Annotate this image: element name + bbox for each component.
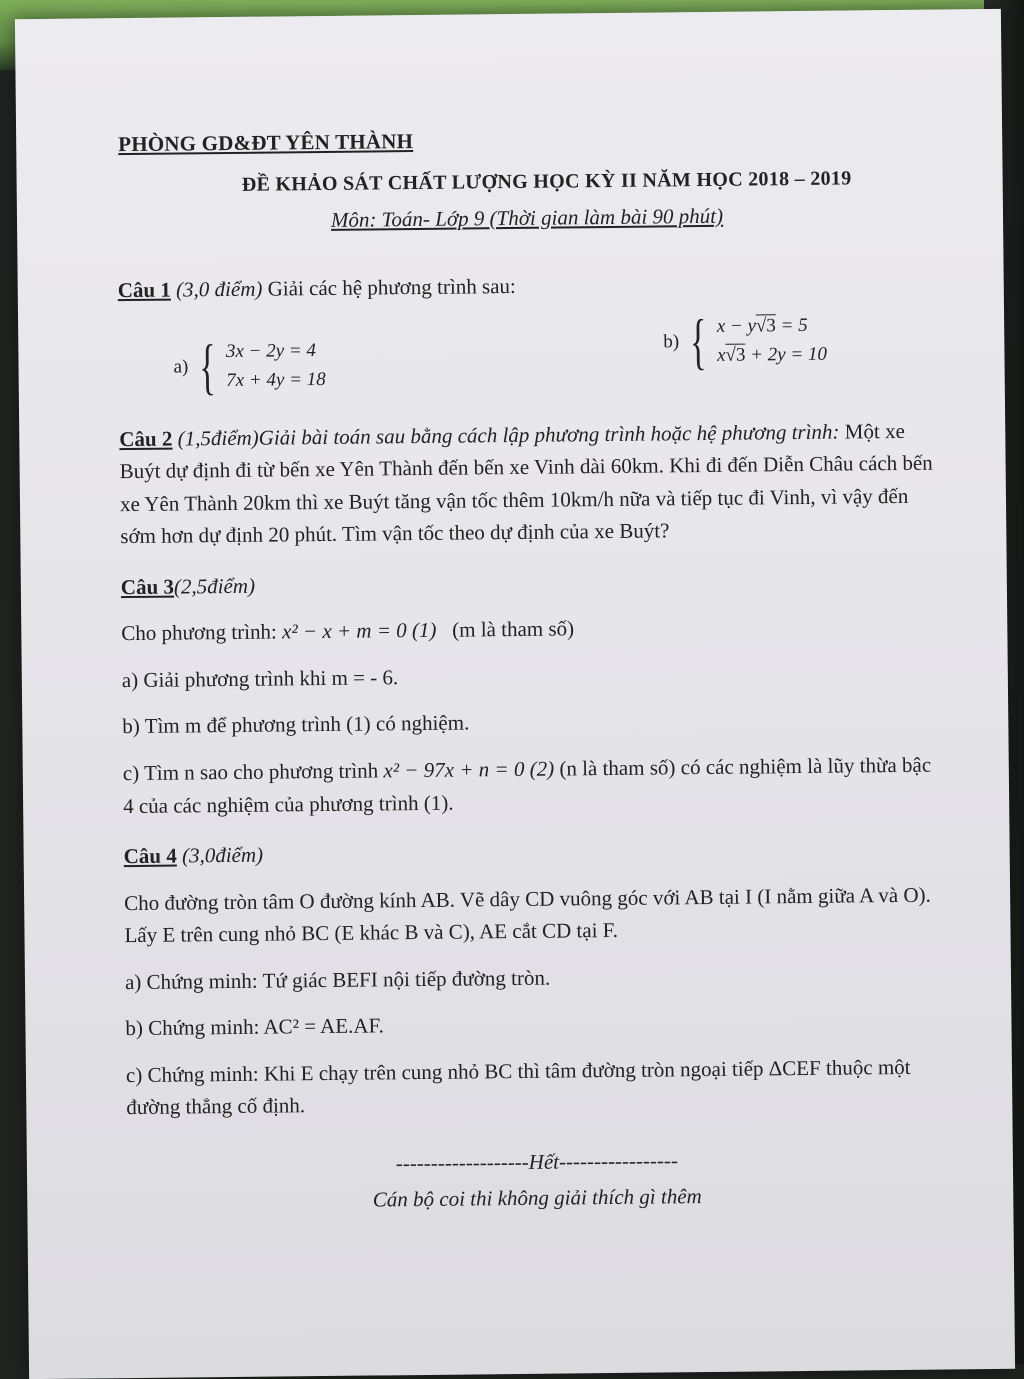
equation-2: x² − 97x + n = 0 (2) [383,756,555,783]
system-a-eq2: 7x + 4y = 18 [226,368,326,391]
system-b-eq1: x − y√3 = 5 [716,315,808,338]
equation-1: x² − x + m = 0 (1) [281,618,437,644]
exam-paper [15,9,1015,1379]
question-3b: b) Tìm m để phương trình (1) có nghiệm. [122,710,470,739]
question-4b: b) Chứng minh: AC² = AE.AF. [125,1013,384,1041]
question-3a: a) Giải phương trình khi m = - 6. [121,665,399,693]
system-a [173,332,326,401]
question-1-label: Câu 1 [117,277,171,303]
system-b [663,307,828,376]
end-marker: -------------------Hết----------------- [395,1148,679,1176]
question-4-intro: Cho đường tròn tâm O đường kính AB. Vẽ dây CD vuông góc với AB tại I (I nằm giữa A và O). Lấy E trên cung nhỏ BC (E khác B và C), AE cắt CD tại F. [124,882,931,948]
question-3 [121,562,944,822]
system-b-label: b) [663,331,680,353]
exam-subject: Môn: Toán- Lớp 9 (Thời gian làm bài 90 phút) [330,203,724,232]
question-3-param: (m là tham số) [452,616,575,643]
question-4-label: Câu 4 [123,843,177,869]
question-2-text: Một xe Buýt dự định đi từ bến xe Yên Thành đến bến xe Vinh dài 60km. Khi đi đến Diễn Châu cách bến xe Yên Thành 20km thì xe Buýt tăng vận tốc thêm 10km/h nữa và tiếp tục đi Vinh, vì vậy đến sớm hơn dự định 20 phút. Tìm vận tốc theo dự định của xe Buýt? [119,418,933,549]
question-3-intro: Cho phương trình: x² − x + m = 0 (1) (m là tham số) [121,616,575,646]
equation-systems [118,306,939,405]
invigilator-note: Cán bộ coi thi không giải thích gì thêm [372,1184,702,1213]
question-4a: a) Chứng minh: Tứ giác BEFI nội tiếp đường tròn. [124,965,551,994]
question-1-points: (3,0 điểm) [175,276,263,302]
question-2-points: (1,5điểm)Giải bài toán sau bằng cách lập phương trình hoặc hệ phương trình: [177,419,840,451]
exam-title: ĐỀ KHẢO SÁT CHẤT LƯỢNG HỌC KỲ II NĂM HỌC 2018 – 2019 [241,166,852,196]
system-b-eq2: x√3 + 2y = 10 [716,343,828,366]
system-a-eq1: 3x − 2y = 4 [225,340,317,363]
question-2-label: Câu 2 [119,426,173,451]
question-3-points: (2,5điểm) [173,573,256,599]
question-4 [124,832,947,1124]
question-2 [119,414,940,553]
department-name: PHÒNG GD&ĐT YÊN THÀNH [118,129,414,157]
question-3-label: Câu 3 [120,574,175,599]
question-3c: c) Tìm n sao cho phương trình x² − 97x + n = 0 (2) (n là tham số) có các nghiệm là lũy thừa bậc 4 của các nghiệm của phương trình (1). [122,752,932,818]
system-a-label: a) [173,356,189,378]
brace-icon: { [198,332,216,401]
question-1-text: Giải các hệ phương trình sau: [267,274,516,301]
exam-content [116,120,947,1220]
brace-icon: { [689,307,707,376]
question-4-points: (3,0điểm) [181,842,264,868]
question-4c: c) Chứng minh: Khi E chạy trên cung nhỏ BC thì tâm đường tròn ngoại tiếp ΔCEF thuộc một đường thẳng cố định. [125,1054,911,1120]
question-1 [118,266,939,405]
